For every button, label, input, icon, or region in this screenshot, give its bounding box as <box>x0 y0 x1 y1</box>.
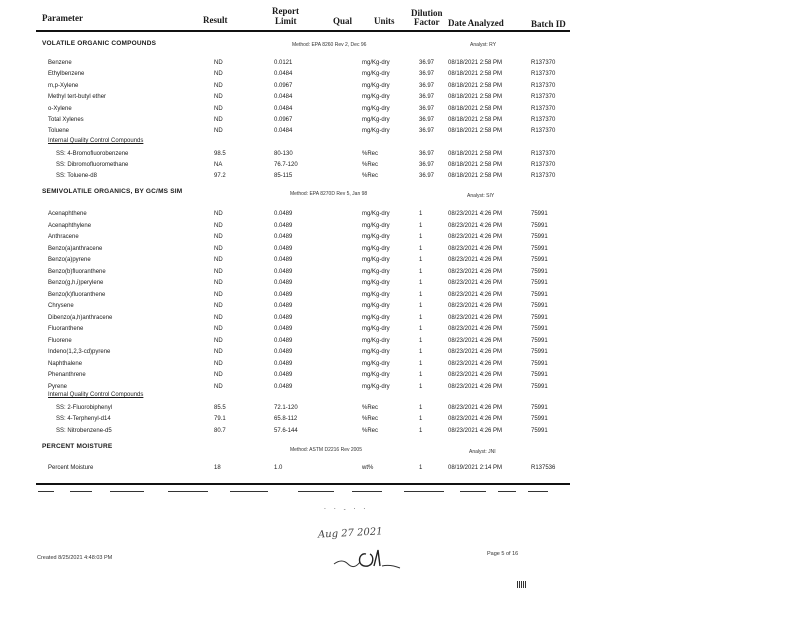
barcode-icon <box>517 581 527 588</box>
result-value: ND <box>214 117 223 123</box>
batch-id: 75991 <box>531 427 548 434</box>
date-analyzed: 08/18/2021 2:58 PM <box>448 151 503 157</box>
dilution-factor: 1 <box>419 234 423 240</box>
date-analyzed: 08/23/2021 4:26 PM <box>448 245 503 252</box>
dilution-factor: 36.97 <box>419 94 435 101</box>
dilution-factor: 1 <box>419 211 423 217</box>
report-limit: 0.0489 <box>274 245 293 252</box>
dilution-factor: 1 <box>419 222 423 229</box>
units: mg/Kg-dry <box>362 372 390 378</box>
analyte-name: SS: 4-Bromofluorobenzene <box>56 151 129 157</box>
analyte-name: o-Xylene <box>48 105 72 112</box>
result-value: 97.2 <box>214 173 226 179</box>
date-analyzed: 08/23/2021 4:26 PM <box>448 349 503 355</box>
batch-id: 75991 <box>531 303 548 309</box>
analyte-name: Fluorene <box>48 337 72 344</box>
batch-id: R137370 <box>531 162 556 168</box>
header-parameter: Parameter <box>42 13 83 23</box>
result-value: ND <box>214 372 223 378</box>
batch-id: R137370 <box>531 60 556 66</box>
units: mg/Kg-dry <box>362 337 390 344</box>
analyte-name: Benzene <box>48 60 72 66</box>
batch-id: 75991 <box>531 383 548 390</box>
batch-id: 75991 <box>531 211 548 217</box>
dilution-factor: 1 <box>419 268 423 275</box>
batch-id: 75991 <box>531 349 548 355</box>
analyte-name: Chrysene <box>48 303 74 309</box>
analyte-name: Fluoranthene <box>48 326 84 332</box>
header-limit: Limit <box>275 16 297 26</box>
result-value: 98.5 <box>214 151 226 157</box>
date-analyzed: 08/19/2021 2:14 PM <box>448 465 503 471</box>
analyte-name: SS: Toluene-d8 <box>56 173 97 179</box>
dilution-factor: 36.97 <box>419 105 435 112</box>
report-limit: 0.0484 <box>274 94 293 101</box>
date-analyzed: 08/18/2021 2:58 PM <box>448 105 503 112</box>
result-value: ND <box>214 211 223 217</box>
dilution-factor: 36.97 <box>419 82 435 89</box>
header-report: Report <box>272 6 299 16</box>
batch-id: 75991 <box>531 337 548 344</box>
page-number: Page 5 of 16 <box>487 551 519 557</box>
footer-dash <box>70 491 92 492</box>
result-value: ND <box>214 349 223 355</box>
batch-id: R137370 <box>531 94 556 101</box>
units: mg/Kg-dry <box>362 326 390 332</box>
batch-id: 75991 <box>531 234 548 240</box>
report-limit: 0.0484 <box>274 105 293 112</box>
date-analyzed: 08/23/2021 4:26 PM <box>448 416 503 423</box>
analyte-name: Anthracene <box>48 234 79 240</box>
footer-dash <box>528 491 548 492</box>
footer-dash <box>298 491 334 492</box>
date-analyzed: 08/23/2021 4:26 PM <box>448 268 503 275</box>
date-analyzed: 08/23/2021 4:26 PM <box>448 222 503 229</box>
units: mg/Kg-dry <box>362 268 390 275</box>
batch-id: R137370 <box>531 117 556 123</box>
batch-id: R137370 <box>531 82 556 89</box>
report-limit: 0.0484 <box>274 128 293 135</box>
header-dilution: Dilution <box>411 8 443 18</box>
header-result: Result <box>203 15 228 25</box>
date-analyzed: 08/18/2021 2:58 PM <box>448 173 503 179</box>
dilution-factor: 1 <box>419 405 423 411</box>
section-analyst-volatile: Analyst: RY <box>470 42 497 48</box>
result-value: ND <box>214 128 223 135</box>
footer-dash <box>498 491 516 492</box>
result-value: ND <box>214 337 223 344</box>
dilution-factor: 36.97 <box>419 117 435 123</box>
signature-icon <box>330 546 410 572</box>
result-value: 79.1 <box>214 416 226 423</box>
analyte-name: Naphthalene <box>48 360 83 367</box>
units: %Rec <box>362 427 379 434</box>
date-analyzed: 08/23/2021 4:26 PM <box>448 360 503 367</box>
units: mg/Kg-dry <box>362 234 390 240</box>
analyte-name: Acenaphthene <box>48 211 87 217</box>
dilution-factor: 1 <box>419 326 423 332</box>
result-value: ND <box>214 257 223 263</box>
date-analyzed: 08/18/2021 2:58 PM <box>448 71 503 78</box>
units: %Rec <box>362 416 379 423</box>
result-value: ND <box>214 82 223 89</box>
units: mg/Kg-dry <box>362 94 390 101</box>
batch-id: 75991 <box>531 314 548 321</box>
units: mg/Kg-dry <box>362 349 390 355</box>
section-method-moisture: Method: ASTM D2216 Rev 2005 <box>290 447 362 453</box>
date-analyzed: 08/23/2021 4:26 PM <box>448 383 503 390</box>
batch-id: R137370 <box>531 105 556 112</box>
report-limit: 80-130 <box>274 151 293 157</box>
result-value: ND <box>214 94 223 101</box>
batch-id: 75991 <box>531 372 548 378</box>
analyte-name: SS: Nitrobenzene-d5 <box>56 427 112 434</box>
section-title-semivolatile: SEMIVOLATILE ORGANICS, BY GC/MS SIM <box>42 188 183 195</box>
result-value: 80.7 <box>214 427 226 434</box>
report-limit: 0.0489 <box>274 360 293 367</box>
result-value: ND <box>214 291 223 298</box>
batch-id: 75991 <box>531 405 548 411</box>
units: mg/Kg-dry <box>362 291 390 298</box>
result-value: ND <box>214 60 223 66</box>
units: mg/Kg-dry <box>362 117 390 123</box>
units: mg/Kg-dry <box>362 280 390 286</box>
result-value: ND <box>214 234 223 240</box>
report-limit: 85-115 <box>274 173 293 179</box>
dilution-factor: 36.97 <box>419 60 435 66</box>
report-limit: 0.0489 <box>274 337 293 344</box>
analyte-name: Benzo(a)pyrene <box>48 257 91 263</box>
result-value: ND <box>214 222 223 229</box>
result-value: ND <box>214 71 223 78</box>
report-limit: 0.0489 <box>274 257 293 263</box>
analyte-name: SS: 4-Terphenyl-d14 <box>56 416 111 423</box>
report-limit: 57.6-144 <box>274 427 298 434</box>
analyte-name: Toluene <box>48 128 70 135</box>
date-analyzed: 08/23/2021 4:26 PM <box>448 303 503 309</box>
footer-dash <box>460 491 486 492</box>
dilution-factor: 36.97 <box>419 151 435 157</box>
batch-id: R137536 <box>531 465 556 471</box>
report-limit: 65.8-112 <box>274 416 298 423</box>
units: mg/Kg-dry <box>362 383 390 390</box>
units: mg/Kg-dry <box>362 245 390 252</box>
result-value: ND <box>214 268 223 275</box>
dilution-factor: 1 <box>419 303 423 309</box>
handwritten-date: Aug 27 2021 <box>317 526 383 541</box>
result-value: ND <box>214 303 223 309</box>
units: %Rec <box>362 173 379 179</box>
dilution-factor: 1 <box>419 465 423 471</box>
report-limit: 0.0489 <box>274 280 293 286</box>
units: mg/Kg-dry <box>362 105 390 112</box>
footer-dash <box>168 491 208 492</box>
dilution-factor: 1 <box>419 280 423 286</box>
date-analyzed: 08/23/2021 4:26 PM <box>448 234 503 240</box>
analyte-name: Percent Moisture <box>48 465 94 471</box>
date-analyzed: 08/18/2021 2:58 PM <box>448 117 503 123</box>
footer-dash <box>38 491 54 492</box>
footer-dash <box>110 491 144 492</box>
report-limit: 0.0489 <box>274 211 293 217</box>
report-limit: 72.1-120 <box>274 405 298 411</box>
result-value: ND <box>214 314 223 321</box>
units: mg/Kg-dry <box>362 60 390 66</box>
section-title-volatile: VOLATILE ORGANIC COMPOUNDS <box>42 40 157 47</box>
dilution-factor: 36.97 <box>419 128 435 135</box>
result-value: NA <box>214 162 223 168</box>
units: %Rec <box>362 162 379 168</box>
report-limit: 0.0489 <box>274 291 293 298</box>
qc-compounds-heading: Internal Quality Control Compounds <box>48 392 144 398</box>
batch-id: 75991 <box>531 245 548 252</box>
batch-id: 75991 <box>531 222 548 229</box>
date-analyzed: 08/23/2021 4:26 PM <box>448 326 503 332</box>
analyte-name: Indeno(1,2,3-cd)pyrene <box>48 349 111 355</box>
table-bottom-rule <box>36 483 570 485</box>
batch-id: 75991 <box>531 291 548 298</box>
units: wt% <box>362 465 374 471</box>
units: mg/Kg-dry <box>362 71 390 78</box>
report-limit: 0.0967 <box>274 117 293 123</box>
analyte-name: Benzo(k)fluoranthene <box>48 291 106 298</box>
dilution-factor: 36.97 <box>419 71 435 78</box>
dilution-factor: 1 <box>419 427 423 434</box>
analyte-name: Pyrene <box>48 383 68 390</box>
dilution-factor: 1 <box>419 291 423 298</box>
batch-id: 75991 <box>531 257 548 263</box>
scan-artifact: · · - · · <box>324 506 369 513</box>
dilution-factor: 1 <box>419 349 423 355</box>
section-method-semivolatile: Method: EPA 8270D Rev 5, Jan 98 <box>290 191 368 197</box>
result-value: ND <box>214 360 223 367</box>
batch-id: 75991 <box>531 280 548 286</box>
batch-id: R137370 <box>531 173 556 179</box>
batch-id: 75991 <box>531 416 548 423</box>
header-rule <box>36 30 570 32</box>
units: %Rec <box>362 405 379 411</box>
date-analyzed: 08/18/2021 2:58 PM <box>448 162 503 168</box>
date-analyzed: 08/23/2021 4:26 PM <box>448 372 503 378</box>
date-analyzed: 08/23/2021 4:26 PM <box>448 337 503 344</box>
date-analyzed: 08/23/2021 4:26 PM <box>448 405 503 411</box>
report-limit: 0.0121 <box>274 60 293 66</box>
report-limit: 0.0489 <box>274 349 293 355</box>
date-analyzed: 08/18/2021 2:58 PM <box>448 82 503 89</box>
result-value: 18 <box>214 465 221 471</box>
dilution-factor: 36.97 <box>419 162 435 168</box>
batch-id: R137370 <box>531 128 556 135</box>
dilution-factor: 1 <box>419 416 423 423</box>
dilution-factor: 1 <box>419 314 423 321</box>
units: %Rec <box>362 151 379 157</box>
analyte-name: SS: Dibromofluoromethane <box>56 162 129 168</box>
date-analyzed: 08/18/2021 2:58 PM <box>448 94 503 101</box>
date-analyzed: 08/23/2021 4:26 PM <box>448 427 503 434</box>
batch-id: 75991 <box>531 360 548 367</box>
units: mg/Kg-dry <box>362 360 390 367</box>
analyte-name: m,p-Xylene <box>48 82 79 89</box>
analyte-name: SS: 2-Fluorobiphenyl <box>56 405 113 411</box>
date-analyzed: 08/23/2021 4:26 PM <box>448 291 503 298</box>
analyte-name: Benzo(b)fluoranthene <box>48 268 106 275</box>
result-value: ND <box>214 383 223 390</box>
analyte-name: Dibenzo(a,h)anthracene <box>48 314 113 321</box>
header-factor: Factor <box>414 17 440 27</box>
date-analyzed: 08/18/2021 2:58 PM <box>448 128 503 135</box>
batch-id: 75991 <box>531 326 548 332</box>
section-title-moisture: PERCENT MOISTURE <box>42 443 113 450</box>
units: mg/Kg-dry <box>362 314 390 321</box>
footer-dash <box>352 491 382 492</box>
report-limit: 0.0489 <box>274 372 293 378</box>
dilution-factor: 1 <box>419 257 423 263</box>
analyte-name: Acenaphthylene <box>48 222 92 229</box>
dilution-factor: 36.97 <box>419 173 435 179</box>
report-limit: 0.0489 <box>274 222 293 229</box>
section-analyst-semivolatile: Analyst: SIY <box>467 193 495 199</box>
created-timestamp: Created 8/25/2021 4:48:03 PM <box>37 555 113 561</box>
batch-id: R137370 <box>531 151 556 157</box>
units: mg/Kg-dry <box>362 303 390 309</box>
date-analyzed: 08/23/2021 4:26 PM <box>448 211 503 217</box>
report-limit: 0.0489 <box>274 234 293 240</box>
units: mg/Kg-dry <box>362 211 390 217</box>
section-method-volatile: Method: EPA 8260 Rev 2, Dec 96 <box>292 42 367 48</box>
report-limit: 0.0967 <box>274 82 293 89</box>
report-limit: 0.0484 <box>274 71 293 78</box>
header-date-analyzed: Date Analyzed <box>448 18 504 28</box>
section-analyst-moisture: Analyst: JNI <box>469 449 496 455</box>
units: mg/Kg-dry <box>362 257 390 263</box>
footer-dash <box>230 491 268 492</box>
result-value: ND <box>214 245 223 252</box>
result-value: ND <box>214 326 223 332</box>
result-value: 85.5 <box>214 405 226 411</box>
report-limit: 0.0489 <box>274 314 293 321</box>
footer-dash <box>404 491 444 492</box>
dilution-factor: 1 <box>419 372 423 378</box>
report-limit: 0.0489 <box>274 326 293 332</box>
date-analyzed: 08/23/2021 4:26 PM <box>448 314 503 321</box>
qc-compounds-heading: Internal Quality Control Compounds <box>48 138 144 144</box>
dilution-factor: 1 <box>419 383 423 390</box>
date-analyzed: 08/23/2021 4:26 PM <box>448 280 503 286</box>
batch-id: 75991 <box>531 268 548 275</box>
header-qual: Qual <box>333 16 353 26</box>
dilution-factor: 1 <box>419 337 423 344</box>
report-limit: 0.0489 <box>274 268 293 275</box>
dilution-factor: 1 <box>419 245 423 252</box>
analyte-name: Phenanthrene <box>48 372 86 378</box>
units: mg/Kg-dry <box>362 222 390 229</box>
result-value: ND <box>214 105 223 112</box>
report-limit: 0.0489 <box>274 383 293 390</box>
units: mg/Kg-dry <box>362 128 390 135</box>
report-limit: 1.0 <box>274 465 283 471</box>
report-limit: 76.7-120 <box>274 162 298 168</box>
analyte-name: Ethylbenzene <box>48 71 85 78</box>
units: mg/Kg-dry <box>362 82 390 89</box>
result-value: ND <box>214 280 223 286</box>
report-limit: 0.0489 <box>274 303 293 309</box>
date-analyzed: 08/18/2021 2:58 PM <box>448 60 503 66</box>
analyte-name: Total Xylenes <box>48 117 84 123</box>
analyte-name: Methyl tert-butyl ether <box>48 94 107 101</box>
header-batch-id: Batch ID <box>531 19 566 29</box>
batch-id: R137370 <box>531 71 556 78</box>
date-analyzed: 08/23/2021 4:26 PM <box>448 257 503 263</box>
header-units: Units <box>374 16 395 26</box>
analyte-name: Benzo(g,h,i)perylene <box>48 280 104 286</box>
dilution-factor: 1 <box>419 360 423 367</box>
analyte-name: Benzo(a)anthracene <box>48 245 103 252</box>
